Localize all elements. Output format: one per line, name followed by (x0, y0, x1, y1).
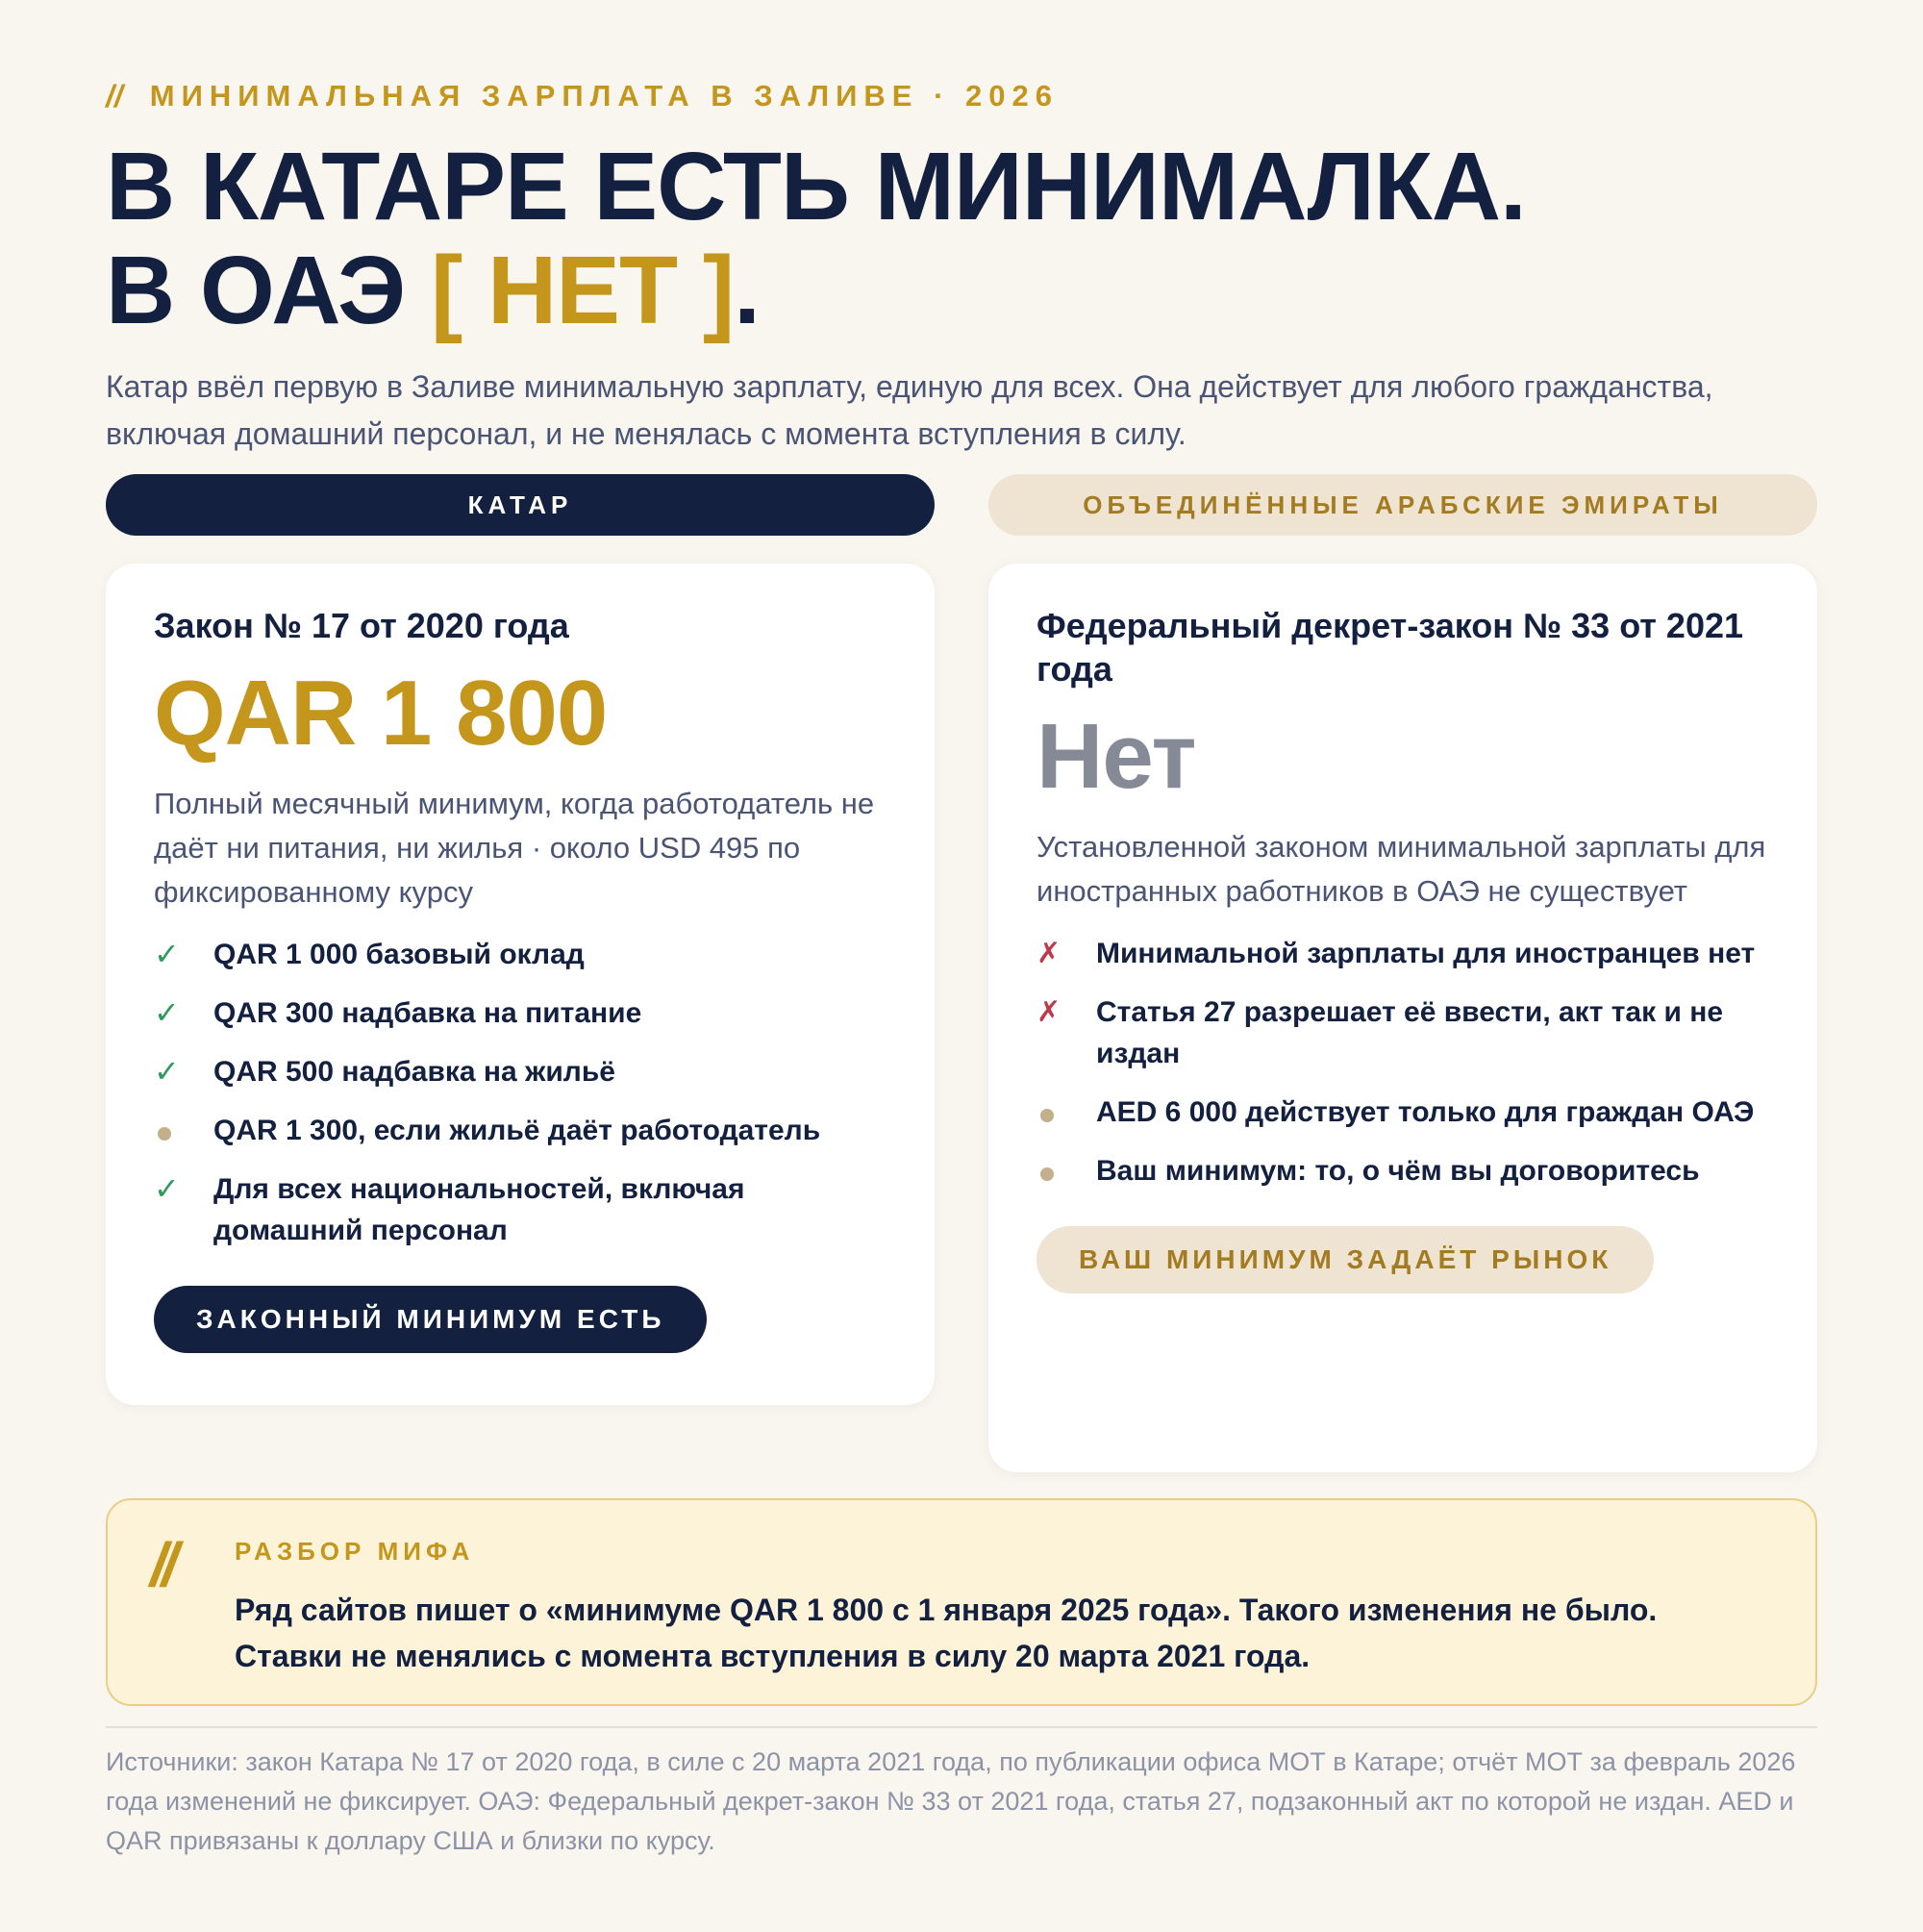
eyebrow-text: МИНИМАЛЬНАЯ ЗАРПЛАТА В ЗАЛИВЕ · 2026 (149, 79, 1059, 113)
headline-prefix: В ОАЭ (106, 237, 431, 344)
myth-text: Ряд сайтов пишет о «минимуме QAR 1 800 с 1 января 2025 года». Такого изменения не было. Ставки не менялись с момента вступления в силу 20 марта 2021 года. (235, 1593, 1658, 1673)
page (106, 77, 1817, 1334)
check-icon: ✓ (154, 1171, 180, 1206)
list-item-text: Для всех национальностей, включая домашний персонал (213, 1173, 745, 1246)
uae-badge: ВАШ МИНИМУМ ЗАДАЁТ РЫНОК (1036, 1226, 1654, 1293)
headline-line-2 (106, 238, 1817, 342)
myth-box (106, 1498, 1817, 1706)
list-item (1036, 1091, 1769, 1133)
qatar-tab: КАТАР (106, 474, 935, 536)
headline-line-1: В КАТАРЕ ЕСТЬ МИНИМАЛКА. (106, 133, 1526, 240)
list-item (154, 1168, 887, 1251)
uae-description: Установленной законом минимальной зарплаты для иностранных работников в ОАЭ не существует (1036, 830, 1766, 908)
qatar-list (154, 934, 887, 1251)
divider (106, 1726, 1817, 1728)
lead-paragraph: Катар ввёл первую в Заливе минимальную зарплату, единую для всех. Она действует для любого гражданства, включая домашний персонал, и не менялась с момента вступления в силу. (106, 369, 1713, 451)
headline-accent: [ НЕТ ] (430, 237, 735, 344)
myth-label: РАЗБОР МИФА (235, 1537, 475, 1566)
cross-icon: ✗ (1036, 996, 1061, 1028)
list-item-text: AED 6 000 действует только для граждан ОАЭ (1096, 1096, 1755, 1128)
list-item (154, 1051, 887, 1092)
dot-icon (1036, 1150, 1096, 1192)
check-icon: ✓ (154, 995, 180, 1030)
list-item (1036, 1150, 1769, 1192)
dot-icon (154, 1110, 213, 1151)
list-item (154, 934, 887, 975)
list-item-text: QAR 500 надбавка на жильё (213, 1056, 615, 1088)
eyebrow-slashes: // (106, 78, 123, 113)
headline-suffix: . (734, 237, 760, 344)
list-item-text: Ваш минимум: то, о чём вы договоритесь (1096, 1155, 1700, 1187)
uae-list (1036, 933, 1769, 1192)
list-item (154, 992, 887, 1034)
dot-icon (1036, 1091, 1096, 1133)
list-item-text: QAR 1 000 базовый оклад (213, 939, 585, 970)
list-item-text: Статья 27 разрешает её ввести, акт так и не издан (1096, 996, 1724, 1069)
uae-column (988, 474, 1817, 1472)
uae-law: Федеральный декрет-закон № 33 от 2021 года (1036, 606, 1744, 689)
qatar-column (106, 474, 935, 1405)
list-item-text: QAR 1 300, если жильё даёт работодатель (213, 1115, 821, 1146)
uae-card (988, 564, 1817, 1472)
list-item (1036, 933, 1769, 974)
list-item (154, 1110, 887, 1151)
list-item (1036, 991, 1769, 1074)
qatar-card (106, 564, 935, 1405)
qatar-law: Закон № 17 от 2020 года (154, 606, 569, 645)
cross-icon: ✗ (1036, 938, 1061, 969)
eyebrow (106, 77, 1817, 115)
headline (106, 135, 1817, 342)
qatar-description: Полный месячный минимум, когда работодатель не даёт ни питания, ни жилья · около USD 495 по фиксированному курсу (154, 787, 875, 909)
uae-amount: Нет (1036, 705, 1196, 808)
uae-tab: ОБЪЕДИНЁННЫЕ АРАБСКИЕ ЭМИРАТЫ (988, 474, 1817, 536)
check-icon: ✓ (154, 1054, 180, 1089)
list-item-text: QAR 300 надбавка на питание (213, 997, 642, 1029)
sources-footnote: Источники: закон Катара № 17 от 2020 года, в силе с 20 марта 2021 года, по публикации офиса МОТ в Катаре; отчёт МОТ за февраль 2026 года изменений не фиксирует. ОАЭ: Федеральный декрет-закон № 33 от 2021 года, статья 27, подзаконный акт по которой не издан. AED и QAR привязаны к доллару США и близки по курсу. (106, 1747, 1796, 1855)
list-item-text: Минимальной зарплаты для иностранцев нет (1096, 938, 1756, 969)
myth-slashes-icon: // (150, 1530, 173, 1599)
check-icon: ✓ (154, 937, 180, 971)
qatar-amount: QAR 1 800 (154, 662, 608, 765)
qatar-badge: ЗАКОННЫЙ МИНИМУМ ЕСТЬ (154, 1286, 707, 1353)
